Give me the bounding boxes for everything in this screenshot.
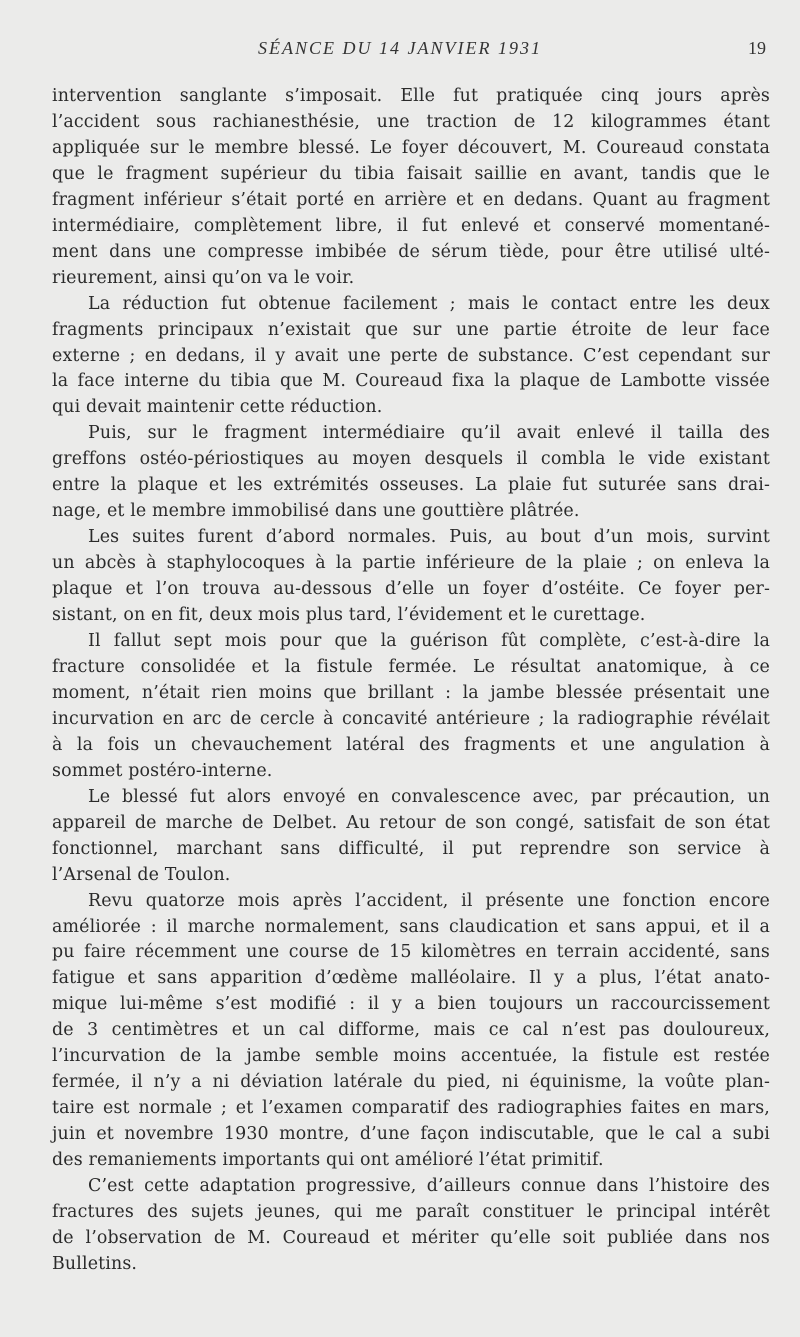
paragraph-5	[52, 629, 770, 785]
text-line: greffons ostéo-périostiques au moyen desquels il combla le vide existant	[52, 449, 770, 470]
text-line: la face interne du tibia que M. Coureaud fixa la plaque de Lambotte vissée	[52, 371, 770, 392]
running-title: SÉANCE DU 14 JANVIER 1931	[258, 38, 542, 58]
text-line: fragments principaux n’existait que sur une partie étroite de leur face	[52, 319, 770, 340]
text-line: de 3 centimètres et un cal difforme, mais ce cal n’est pas douloureux,	[52, 1020, 770, 1041]
text-line: un abcès à staphylocoques à la partie inférieure de la plaie ; on enleva la	[52, 553, 770, 574]
text-line: pu faire récemment une course de 15 kilomètres en terrain accidenté, sans	[52, 942, 770, 963]
text-line: des remaniements importants qui ont amélioré l’état primitif.	[52, 1150, 604, 1171]
text-line: fragment inférieur s’était porté en arrière et en dedans. Quant au fragment	[52, 189, 770, 210]
text-line: Revu quatorze mois après l’accident, il présente une fonction encore	[88, 890, 770, 911]
text-line: appliquée sur le membre blessé. Le foyer découvert, M. Coureaud constata	[52, 137, 770, 158]
text-line: La réduction fut obtenue facilement ; mais le contact entre les deux	[88, 293, 770, 314]
text-line: fermée, il n’y a ni déviation latérale du pied, ni équinisme, la voûte plan-	[52, 1072, 770, 1093]
text-line: fractures des sujets jeunes, qui me paraît constituer le principal intérêt	[52, 1201, 770, 1222]
text-line: fracture consolidée et la fistule fermée. Le résultat anatomique, à ce	[52, 656, 770, 677]
running-header	[0, 38, 800, 62]
text-line: sommet postéro-interne.	[52, 760, 273, 781]
paragraph-1	[52, 84, 770, 292]
text-line: moment, n’était rien moins que brillant : la jambe blessée présentait une	[52, 682, 770, 703]
text-line: qui devait maintenir cette réduction.	[52, 397, 383, 418]
text-line: l’incurvation de la jambe semble moins accentuée, la fistule est restée	[52, 1046, 770, 1067]
text-line: plaque et l’on trouva au-dessous d’elle un foyer d’ostéite. Ce foyer per-	[52, 579, 770, 600]
text-line: Il fallut sept mois pour que la guérison fût complète, c’est-à-dire la	[88, 631, 770, 652]
text-line: entre la plaque et les extrémités osseuses. La plaie fut suturée sans drai-	[52, 475, 770, 496]
text-line: Les suites furent d’abord normales. Puis, au bout d’un mois, survint	[88, 527, 770, 548]
text-line: sistant, on en fit, deux mois plus tard, l’évidement et le curettage.	[52, 605, 646, 626]
text-line: externe ; en dedans, il y avait une perte de substance. C’est cependant sur	[52, 345, 770, 366]
text-line: appareil de marche de Delbet. Au retour de son congé, satisfait de son état	[52, 812, 770, 833]
text-line: Puis, sur le fragment intermédiaire qu’il avait enlevé il tailla des	[88, 423, 770, 444]
text-line: juin et novembre 1930 montre, d’une façon indiscutable, que le cal a subi	[52, 1124, 770, 1145]
text-line: fonctionnel, marchant sans difficulté, il put reprendre son service à	[52, 838, 770, 859]
text-line: que le fragment supérieur du tibia faisait saillie en avant, tandis que le	[52, 163, 770, 184]
text-line: Le blessé fut alors envoyé en convalescence avec, par précaution, un	[88, 786, 770, 807]
paragraph-6	[52, 785, 770, 889]
text-line: l’Arsenal de Toulon.	[52, 864, 231, 885]
page-number: 19	[748, 38, 766, 58]
text-line: de l’observation de M. Coureaud et mériter qu’elle soit publiée dans nos	[52, 1227, 770, 1248]
text-line: mique lui-même s’est modifié : il y a bien toujours un raccourcissement	[52, 994, 770, 1015]
text-line: Bulletins.	[52, 1253, 138, 1274]
body-text	[52, 84, 770, 1278]
text-line: nage, et le membre immobilisé dans une gouttière plâtrée.	[52, 501, 580, 522]
text-line: C’est cette adaptation progressive, d’ailleurs connue dans l’histoire des	[88, 1176, 770, 1197]
text-line: ment dans une compresse imbibée de sérum tiède, pour être utilisé ulté-	[52, 241, 770, 262]
text-line: à la fois un chevauchement latéral des fragments et une angulation à	[52, 734, 770, 755]
text-line: intervention sanglante s’imposait. Elle fut pratiquée cinq jours après	[52, 86, 770, 106]
paragraph-4	[52, 525, 770, 629]
text-line: fatigue et sans apparition d’œdème malléolaire. Il y a plus, l’état anato-	[52, 968, 770, 989]
paragraph-7	[52, 889, 770, 1174]
paragraph-2	[52, 292, 770, 422]
text-line: rieurement, ainsi qu’on va le voir.	[52, 267, 355, 288]
paragraph-3	[52, 421, 770, 525]
text-line: intermédiaire, complètement libre, il fut enlevé et conservé momentané-	[52, 215, 770, 236]
text-line: l’accident sous rachianesthésie, une traction de 12 kilogrammes étant	[52, 111, 770, 132]
text-line: améliorée : il marche normalement, sans claudication et sans appui, et il a	[52, 916, 770, 937]
paragraph-8	[52, 1174, 770, 1278]
text-line: incurvation en arc de cercle à concavité antérieure ; la radiographie révélait	[52, 708, 770, 729]
text-line: taire est normale ; et l’examen comparatif des radiographies faites en mars,	[52, 1098, 770, 1119]
